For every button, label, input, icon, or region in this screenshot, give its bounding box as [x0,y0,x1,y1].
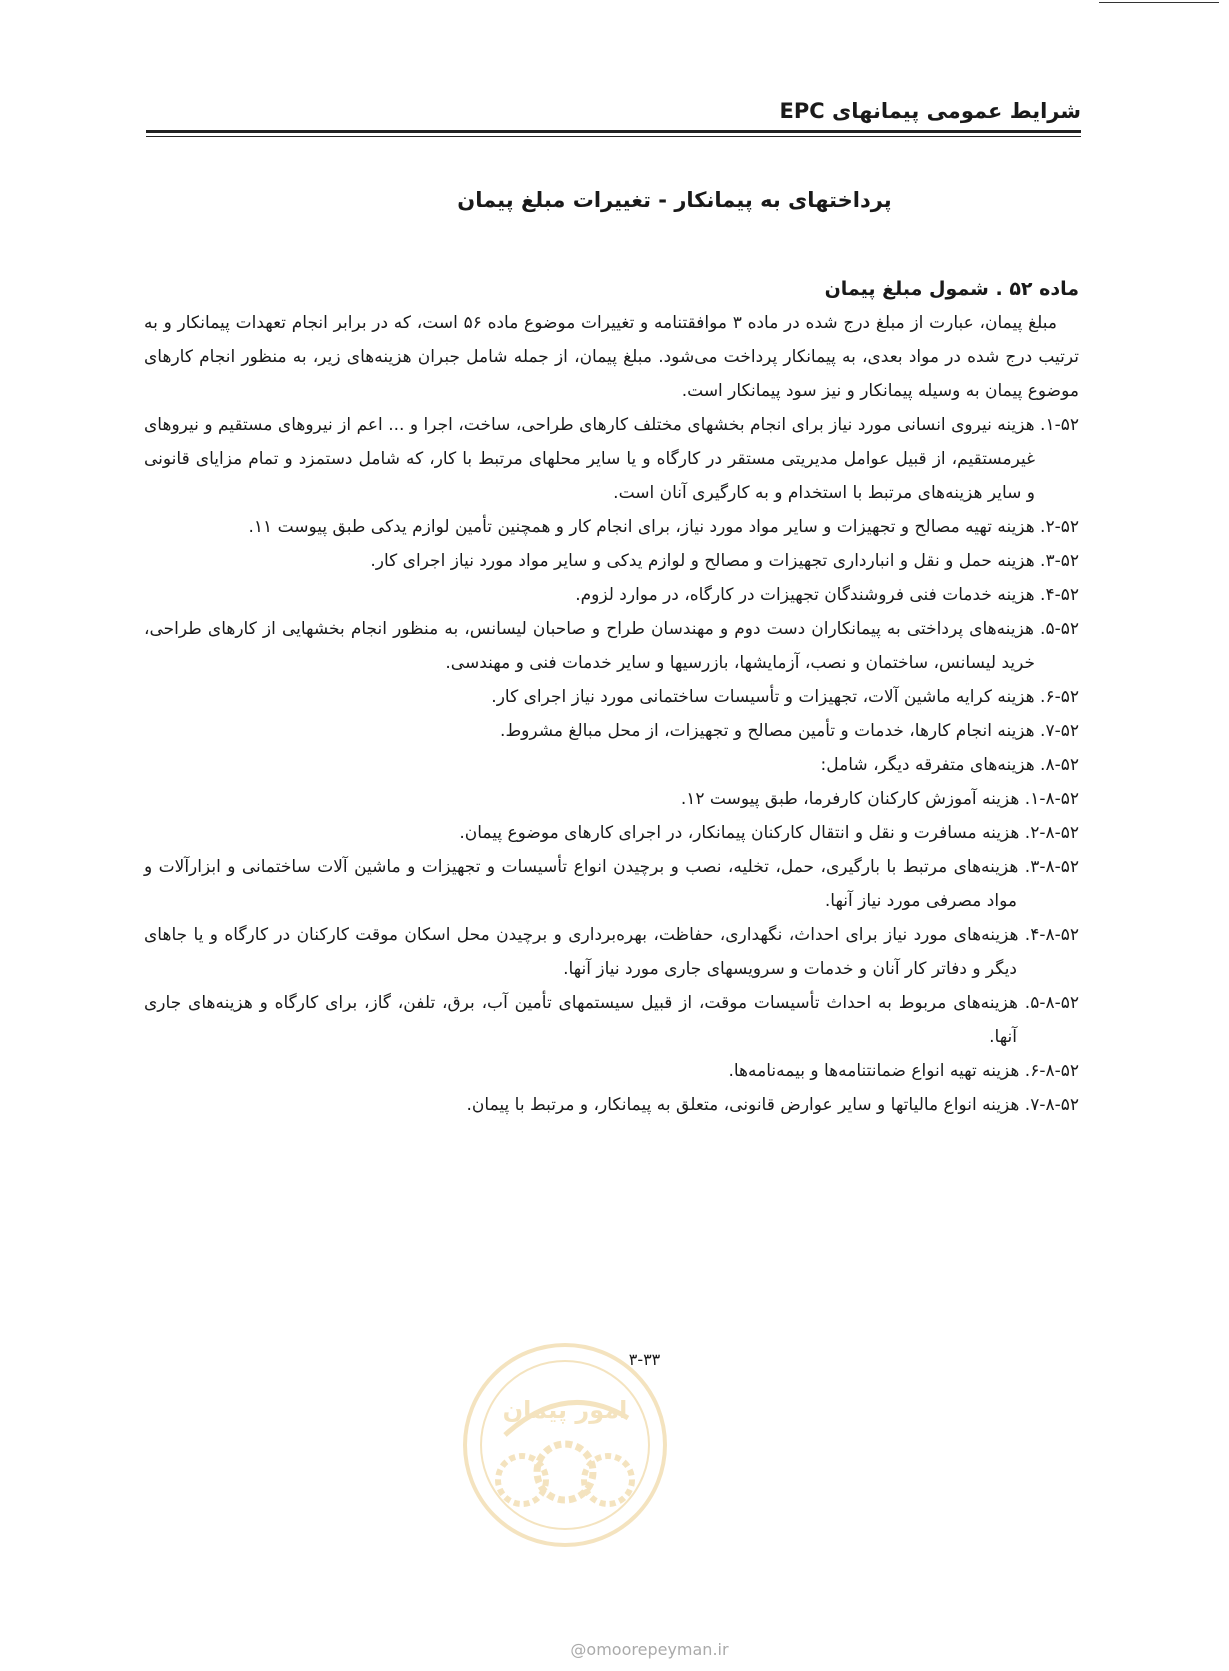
seal-gear-right [584,1456,632,1504]
sub-list-item: ۲-۸-۵۲. هزینه مسافرت و نقل و انتقال کارکنان پیمانکار، در اجرای کارهای موضوع پیمان. [459,823,1079,843]
sub-list-item: ۶-۸-۵۲. هزینه تهیه انواع ضمانتنامه‌ها و بیمه‌نامه‌ها. [728,1061,1079,1081]
at-sign-icon: @ [570,1640,587,1659]
list-item: ۵-۵۲. هزینه‌های پرداختی به پیمانکاران دست دوم و مهندسان طراح و صاحبان لیسانس، به منظور انجام بخشهایی از کارهای طراحی، خرید لیسانس، ساختمان و نصب، آزمایشها، بازرسیها و سایر خدمات فنی و مهندسی. [144,619,1079,673]
section-title: پرداختهای به پیمانکار - تغییرات مبلغ پیمان [457,188,892,212]
list-item: ۶-۵۲. هزینه کرایه ماشین آلات، تجهیزات و تأسیسات ساختمانی مورد نیاز اجرای کار. [491,687,1079,707]
article-intro: مبلغ پیمان، عبارت از مبلغ درج شده در ماده ۳ موافقتنامه و تغییرات موضوع ماده ۵۶ است، که در برابر انجام تعهدات پیمانکار و به ترتیب درج شده در مواد بعدی، به پیمانکار پرداخت می‌شود. مبلغ پیمان، از جمله شامل جبران هزینه‌های زیر، به منظور انجام کارهای موضوع پیمان به وسیله پیمانکار و نیز سود پیمانکار است. [144,313,1079,401]
list-item: ۸-۵۲. هزینه‌های متفرقه دیگر، شامل: [820,755,1079,775]
footer-url [0,1640,1229,1659]
article-body [144,272,1079,1122]
page-header [146,96,1081,137]
running-title: شرایط عمومی پیمانهای EPC [779,99,1081,123]
list-item: ۷-۵۲. هزینه انجام کارها، خدمات و تأمین مصالح و تجهیزات، از محل مبالغ مشروط. [500,721,1079,741]
sub-list-item: ۵-۸-۵۲. هزینه‌های مربوط به احداث تأسیسات موقت، از قبیل سیستمهای تأمین آب، برق، تلفن، گاز، برای کارگاه و هزینه‌های جاری آنها. [144,993,1079,1047]
sub-list-item: ۱-۸-۵۲. هزینه آموزش کارکنان کارفرما، طبق پیوست ۱۲. [680,789,1079,809]
list-item: ۳-۵۲. هزینه حمل و نقل و انبارداری تجهیزات و مصالح و لوازم یدکی و سایر مواد مورد نیاز اجرای کار. [370,551,1079,571]
sub-list-item: ۴-۸-۵۲. هزینه‌های مورد نیاز برای احداث، نگهداری، حفاظت، بهره‌برداری و برچیدن محل اسکان موقت کارکنان در کارگاه و یا جاهای دیگر و دفاتر کار آنان و خدمات و سرویسهای جاری مورد نیاز آنها. [144,925,1079,979]
list-item: ۱-۵۲. هزینه نیروی انسانی مورد نیاز برای انجام بخشهای مختلف کارهای طراحی، ساخت، اجرا و ... اعم از نیروهای مستقیم و نیروهای غیرمستقیم، از قبیل عوامل مدیریتی مستقر در کارگاه و یا سایر محلهای مرتبط با کار، که شامل دستمزد و تمام مزایای قانونی و سایر هزینه‌های مرتبط با استخدام و به کارگیری آنان است. [144,415,1079,503]
top-corner-rule [1099,2,1219,3]
list-item: ۲-۵۲. هزینه تهیه مصالح و تجهیزات و سایر مواد مورد نیاز، برای انجام کار و همچنین تأمین لوازم یدکی طبق پیوست ۱۱. [248,517,1079,537]
header-rule-thick [146,130,1081,133]
seal-logo-icon [460,1340,670,1550]
seal-inner-ring [481,1361,649,1529]
seal-lettering: امور پیمان [502,1396,628,1424]
footer-url-text: omoorepeyman.ir [586,1640,729,1659]
article-title: ماده ۵۲ . شمول مبلغ پیمان [824,278,1079,300]
page-number: ۳-۳۳ [628,1350,661,1369]
seal-outer-ring [465,1345,665,1545]
header-rule-thin [146,136,1081,137]
sub-list-item: ۳-۸-۵۲. هزینه‌های مرتبط با بارگیری، حمل، تخلیه، نصب و برچیدن انواع تأسیسات و تجهیزات و ماشین آلات ساختمانی و ابزارآلات و مواد مصرفی مورد نیاز آنها. [144,857,1079,911]
sub-list-item: ۷-۸-۵۲. هزینه انواع مالیاتها و سایر عوارض قانونی، متعلق به پیمانکار، و مرتبط با پیمان. [466,1095,1079,1115]
list-item: ۴-۵۲. هزینه خدمات فنی فروشندگان تجهیزات در کارگاه، در موارد لزوم. [575,585,1079,605]
